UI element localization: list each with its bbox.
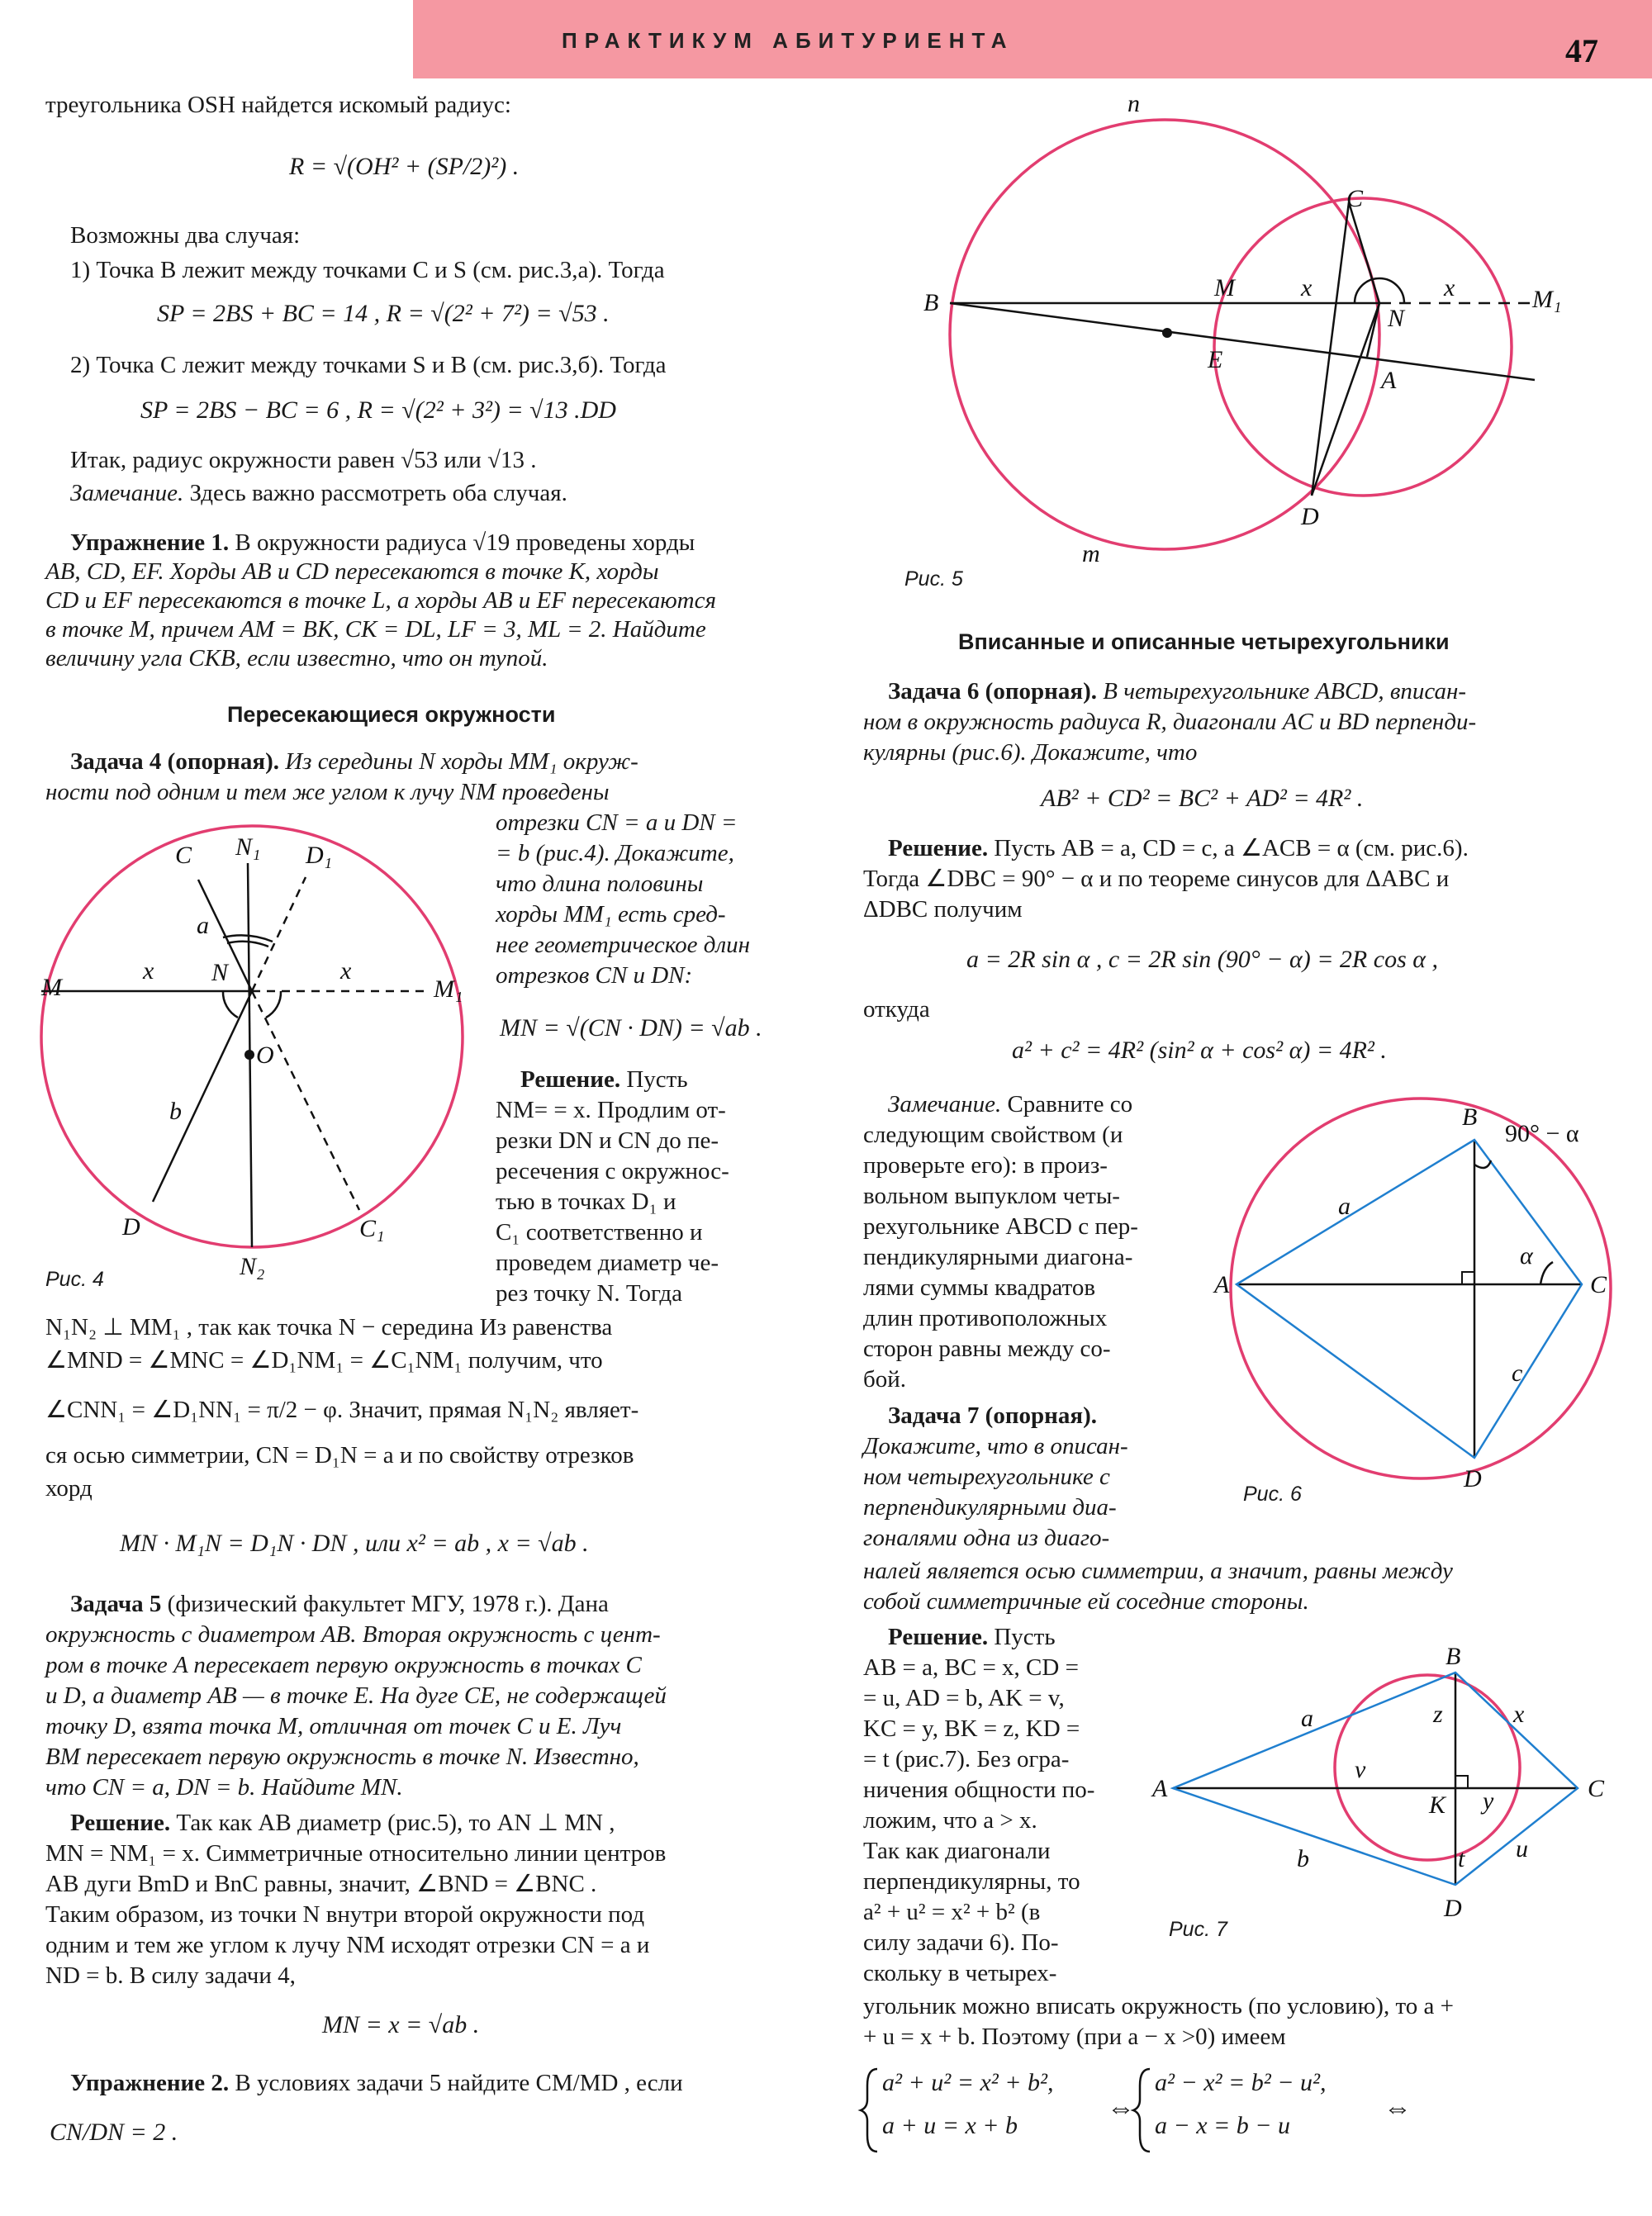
formula: MN · M₁N = D₁N · DN , или x² = ab , x = √ab . xyxy=(120,1530,589,1557)
label-d: D xyxy=(1464,1465,1482,1492)
solution-label: Решение. xyxy=(888,835,989,861)
text-line: CD и EF пересекаются в точке L, а хорды AB и EF пересекаются xyxy=(45,587,716,614)
solution-6 xyxy=(888,834,1469,863)
text-line: Сравните со xyxy=(1001,1091,1133,1117)
solution-4 xyxy=(520,1065,688,1094)
text-line: собой симметричные ей соседние стороны. xyxy=(863,1588,1309,1615)
label-x: x xyxy=(143,957,154,985)
text-line: Докажите, что в описан- xyxy=(863,1433,1128,1459)
label-a-side: a xyxy=(1301,1705,1313,1732)
text-line: скольку в четырех- xyxy=(863,1960,1057,1986)
text-line: силу задачи 6). По- xyxy=(863,1929,1059,1956)
circumcircle xyxy=(1231,1099,1611,1478)
figure-4 xyxy=(33,830,496,1293)
text-line: что CN = a, DN = b. Найдите MN. xyxy=(45,1774,403,1801)
text-line: = u, AD = b, AK = v, xyxy=(863,1685,1065,1711)
text-line: хорды MM₁ есть сред- xyxy=(496,901,726,928)
label-d: D xyxy=(1301,503,1319,530)
paragraph: 2) Точка C лежит между точками S и B (см. рис.3,б). Тогда xyxy=(70,352,667,378)
text-line: проверьте его): в произ- xyxy=(863,1152,1108,1179)
paragraph: Итак, радиус окружности равен √53 или √13 . xyxy=(70,447,537,473)
text-line: N₁N₂ ⊥ MM₁ , так как точка N − середина Из равенства xyxy=(45,1314,613,1341)
text-line: пендикулярными диагона- xyxy=(863,1244,1133,1270)
text-line: кулярны (рис.6). Докажите, что xyxy=(863,739,1198,766)
label-n1: N₁ xyxy=(235,833,261,861)
label-angle: 90° − α xyxy=(1505,1120,1579,1147)
text-line: отрезков CN и DN: xyxy=(496,962,693,989)
text-line: ном четырехугольнике с xyxy=(863,1464,1110,1490)
label-c1: C₁ xyxy=(359,1215,385,1242)
text-line: ном в окружность радиуса R, диагонали AC и BD перпенди- xyxy=(863,709,1477,735)
label-z: z xyxy=(1433,1701,1443,1728)
right-angle-mark xyxy=(1455,1776,1468,1788)
text-line: Пусть AB = a, CD = c, а ∠ACB = α (см. рис.6). xyxy=(988,835,1469,861)
text-line: угольник можно вписать окружность (по условию), то a + xyxy=(863,1993,1454,2019)
problem-7-label: Задача 7 (опорная). xyxy=(888,1402,1097,1429)
text-line: тью в точках D₁ и xyxy=(496,1189,676,1215)
paragraph: 1) Точка B лежит между точками C и S (см. рис.3,а). Тогда xyxy=(70,257,665,283)
text-line: ся осью симметрии, CN = D₁N = a и по свойству отрезков xyxy=(45,1442,634,1469)
segment-d1n xyxy=(252,877,306,991)
text-line: резки DN и CN до пе- xyxy=(496,1127,719,1154)
text-line: рез точку N. Тогда xyxy=(496,1280,683,1307)
text-line: (физический факультет МГУ, 1978 г.). Дана xyxy=(161,1591,609,1617)
text-line: точку D, взята точка M, отличная от точек C и E. Луч xyxy=(45,1713,622,1739)
label-alpha: α xyxy=(1520,1242,1533,1269)
paragraph: треугольника OSH найдется искомый радиус: xyxy=(45,92,511,118)
text-line: ничения общности по- xyxy=(863,1777,1095,1803)
section-heading: Вписанные и описанные четырехугольники xyxy=(958,629,1450,654)
formula: MN = √(CN · DN) = √ab . xyxy=(500,1014,762,1042)
text-line: Пусть xyxy=(620,1066,688,1093)
system-line: a² − x² = b² − u², xyxy=(1155,2069,1327,2096)
page-number: 47 xyxy=(1565,32,1598,69)
text-line: KC = y, BK = z, KD = xyxy=(863,1715,1080,1742)
right-angle-mark xyxy=(1462,1272,1474,1284)
text-line: Таким образом, из точки N внутри второй окружности под xyxy=(45,1901,645,1928)
label-n-point: N xyxy=(1388,305,1405,332)
text-line: AB дуги BmD и BnC равны, значит, ∠BND = ∠BNC . xyxy=(45,1871,597,1897)
figure-caption: Рис. 5 xyxy=(904,567,963,591)
label-m1: M₁ xyxy=(1532,286,1562,313)
exercise-2 xyxy=(70,2069,683,2098)
label-b: b xyxy=(169,1098,182,1125)
text-line: C₁ соответственно и xyxy=(496,1219,703,1246)
label-m: M xyxy=(41,974,62,1001)
label-n: N xyxy=(211,959,229,986)
label-c: C xyxy=(1588,1775,1605,1802)
text-line: ности под одним и тем же углом к лучу NM проведены xyxy=(45,779,610,805)
section-heading: Пересекающиеся окружности xyxy=(227,702,556,727)
center-point xyxy=(244,1050,254,1060)
formula: CN/DN = 2 . xyxy=(50,2119,178,2146)
text-line: вольном выпуклом четы- xyxy=(863,1183,1120,1209)
diameter-ab xyxy=(950,303,1535,380)
formula: a = 2R sin α , c = 2R sin (90° − α) = 2R cos α , xyxy=(966,946,1438,973)
text-line: Пусть xyxy=(988,1624,1056,1650)
figure-5 xyxy=(909,83,1635,578)
label-b: B xyxy=(1446,1643,1461,1670)
problem-label: Задача 6 (опорная). xyxy=(888,678,1097,705)
label-n: n xyxy=(1127,90,1140,117)
text-line: AB, CD, EF. Хорды AB и CD пересекаются в точке K, хорды xyxy=(45,558,659,585)
exercise-label: Упражнение 1. xyxy=(70,529,230,556)
remark-text: Здесь важно рассмотреть оба случая. xyxy=(183,480,567,506)
text-line: величину угла CKB, если известно, что он тупой. xyxy=(45,645,548,671)
problem-4 xyxy=(70,747,638,776)
formula: SP = 2BS + BC = 14 , R = √(2² + 7²) = √53 . xyxy=(157,300,610,327)
text-line: нее геометрическое длин xyxy=(496,932,750,958)
label-a: A xyxy=(1214,1271,1230,1298)
label-v: v xyxy=(1355,1756,1366,1783)
label-n2: N₂ xyxy=(240,1253,265,1280)
problem-label: Задача 5 xyxy=(70,1591,162,1617)
label-c: C xyxy=(1346,185,1364,212)
label-a-side: a xyxy=(1338,1193,1351,1220)
label-x: x xyxy=(1301,274,1313,301)
text-line: гоналями одна из диаго- xyxy=(863,1525,1110,1551)
label-k: K xyxy=(1429,1791,1446,1819)
text-line: перпендикулярны, то xyxy=(863,1868,1080,1895)
system-line: a + u = x + b xyxy=(882,2112,1018,2139)
label-d1: D₁ xyxy=(306,842,333,869)
remark-label: Замечание. xyxy=(70,480,184,506)
label-b: B xyxy=(1462,1103,1478,1131)
figure-caption: Рис. 7 xyxy=(1169,1918,1227,1941)
quadrilateral-abcd xyxy=(1237,1140,1582,1458)
center-point xyxy=(1162,328,1172,338)
label-y: y xyxy=(1483,1787,1494,1815)
system-line: a − x = b − u xyxy=(1155,2112,1291,2139)
text-line: + u = x + b. Поэтому (при a − x >0) имеем xyxy=(863,2024,1286,2050)
figure-caption: Рис. 4 xyxy=(45,1268,104,1291)
problem-label: Задача 4 (опорная). xyxy=(70,748,279,775)
text-line: перпендикулярными диа- xyxy=(863,1494,1117,1521)
text-line: лями суммы квадратов xyxy=(863,1274,1096,1301)
label-c: C xyxy=(1590,1271,1607,1298)
figure-6 xyxy=(1206,1090,1635,1520)
segment-c1n xyxy=(252,991,359,1210)
angle-arc xyxy=(1474,1160,1491,1168)
label-u: u xyxy=(1516,1835,1528,1862)
formula: a² + c² = 4R² (sin² α + cos² α) = 4R² . xyxy=(1012,1037,1387,1064)
remark xyxy=(70,479,567,508)
small-circle xyxy=(1214,198,1512,496)
text-line: Так как AB диаметр (рис.5), то AN ⊥ MN , xyxy=(170,1810,615,1836)
text-line: ND = b. В силу задачи 4, xyxy=(45,1962,296,1989)
figure-7 xyxy=(1148,1643,1627,1922)
label-b: B xyxy=(923,289,939,316)
text-line: NM= = x. Продлим от- xyxy=(496,1097,726,1123)
label-e: E xyxy=(1208,346,1223,373)
text-line: ложим, что a > x. xyxy=(863,1807,1037,1834)
label-x: x xyxy=(1444,274,1455,301)
text-line: AB = a, BC = x, CD = xyxy=(863,1654,1079,1681)
equivalence-arrow: ⇔ xyxy=(1107,2093,1135,2123)
text-line: проведем диаметр че- xyxy=(496,1250,719,1276)
formula: SP = 2BS − BC = 6 , R = √(2² + 3²) = √13 .DD xyxy=(140,396,616,424)
left-brace xyxy=(861,2069,877,2152)
remark xyxy=(888,1090,1132,1119)
text-line: в точке M, причем AM = BK, CK = DL, LF = 3, ML = 2. Найдите xyxy=(45,616,706,643)
text-line: Из середины N хорды MM₁ окруж- xyxy=(278,748,638,775)
system-line: a² + u² = x² + b², xyxy=(882,2069,1054,2096)
text-line: налей является осью симметрии, а значит, равны между xyxy=(863,1558,1453,1584)
formula: AB² + CD² = BC² + AD² = 4R² . xyxy=(1041,785,1364,812)
solution-label: Решение. xyxy=(70,1810,171,1836)
text-line: MN = NM₁ = x. Симметричные относительно линии центров xyxy=(45,1840,667,1867)
label-c: C xyxy=(175,842,192,869)
text-line: что длина половины xyxy=(496,871,704,897)
angle-arc xyxy=(1355,278,1404,303)
text-line: Тогда ∠DBC = 90° − α и по теореме синусов для ΔABC и xyxy=(863,866,1450,892)
label-m1: M₁ xyxy=(434,975,463,1003)
label-a: a xyxy=(197,912,209,939)
problem-5 xyxy=(70,1590,609,1619)
remark-label: Замечание. xyxy=(888,1091,1002,1117)
angle-arc xyxy=(1540,1262,1553,1284)
text-line: В окружности радиуса √19 проведены хорды xyxy=(229,529,695,556)
label-m-arc: m xyxy=(1082,540,1100,567)
text-line: хорд xyxy=(45,1475,93,1502)
solution-label: Решение. xyxy=(520,1066,621,1093)
text-line: ∠MND = ∠MNC = ∠D₁NM₁ = ∠C₁NM₁ получим, что xyxy=(45,1347,603,1374)
text-line: окружность с диаметром AB. Вторая окружность с цент- xyxy=(45,1621,661,1648)
segment-dn xyxy=(153,991,252,1202)
text-line: ром в точке A пересекает первую окружность в точках C xyxy=(45,1652,642,1678)
label-b-side: b xyxy=(1297,1845,1309,1872)
label-d: D xyxy=(1444,1895,1462,1922)
text-line: a² + u² = x² + b² (в xyxy=(863,1899,1041,1925)
angle-arc xyxy=(223,991,238,1018)
solution-7 xyxy=(888,1623,1056,1652)
right-brace xyxy=(1133,2069,1150,2152)
running-title: ПРАКТИКУМ АБИТУРИЕНТА xyxy=(562,28,1014,53)
formula: R = √(OH² + (SP/2)²) . xyxy=(289,153,520,180)
equivalence-arrow: ⇔ xyxy=(1384,2093,1412,2123)
exercise-1 xyxy=(70,529,695,558)
label-a: A xyxy=(1381,367,1397,394)
label-o: O xyxy=(256,1042,274,1069)
text-line: Так как диагонали xyxy=(863,1838,1051,1864)
text-line: ресечения с окружнос- xyxy=(496,1158,729,1184)
text-line: сторон равны между со- xyxy=(863,1336,1111,1362)
text-line: одним и тем же углом к лучу NM исходят отрезки CN = a и xyxy=(45,1932,650,1958)
text-line: рехугольнике ABCD с пер- xyxy=(863,1213,1138,1240)
text-line: = t (рис.7). Без огра- xyxy=(863,1746,1070,1772)
label-m: M xyxy=(1214,274,1235,301)
formula: MN = x = √ab . xyxy=(322,2011,480,2038)
angle-arc xyxy=(266,991,281,1018)
solution-label: Решение. xyxy=(888,1624,989,1650)
text-line: отрезки CN = a и DN = xyxy=(496,809,738,836)
text-line: В условиях задачи 5 найдите CM/MD , если xyxy=(229,2070,683,2096)
text-line: бой. xyxy=(863,1366,907,1393)
text-line: и D, а диаметр AB — в точке E. На дуге CE, не содержащей xyxy=(45,1682,667,1709)
label-x: x xyxy=(1513,1701,1525,1728)
label-c-side: c xyxy=(1512,1359,1523,1387)
problem-6 xyxy=(888,677,1466,706)
text-line: BM пересекает первую окружность в точке N. Известно, xyxy=(45,1744,639,1770)
label-a: A xyxy=(1152,1775,1168,1802)
label-t: t xyxy=(1458,1845,1465,1872)
paragraph: Возможны два случая: xyxy=(70,222,301,249)
text-line: ∠CNN₁ = ∠D₁NN₁ = π/2 − φ. Значит, прямая N₁N₂ являет- xyxy=(45,1397,639,1423)
label-d: D xyxy=(122,1213,140,1241)
label-x: x xyxy=(340,957,352,985)
text-line: следующим свойством (и xyxy=(863,1122,1123,1148)
text-line: ΔDBC получим xyxy=(863,896,1023,923)
text-line: В четырехугольнике ABCD, вписан- xyxy=(1096,678,1467,705)
segment-cn xyxy=(1349,202,1379,303)
solution-5 xyxy=(70,1809,615,1838)
exercise-label: Упражнение 2. xyxy=(70,2070,230,2096)
paragraph: откуда xyxy=(863,996,930,1023)
figure-caption: Рис. 6 xyxy=(1243,1483,1302,1506)
text-line: длин противоположных xyxy=(863,1305,1108,1331)
text-line: = b (рис.4). Докажите, xyxy=(496,840,734,866)
